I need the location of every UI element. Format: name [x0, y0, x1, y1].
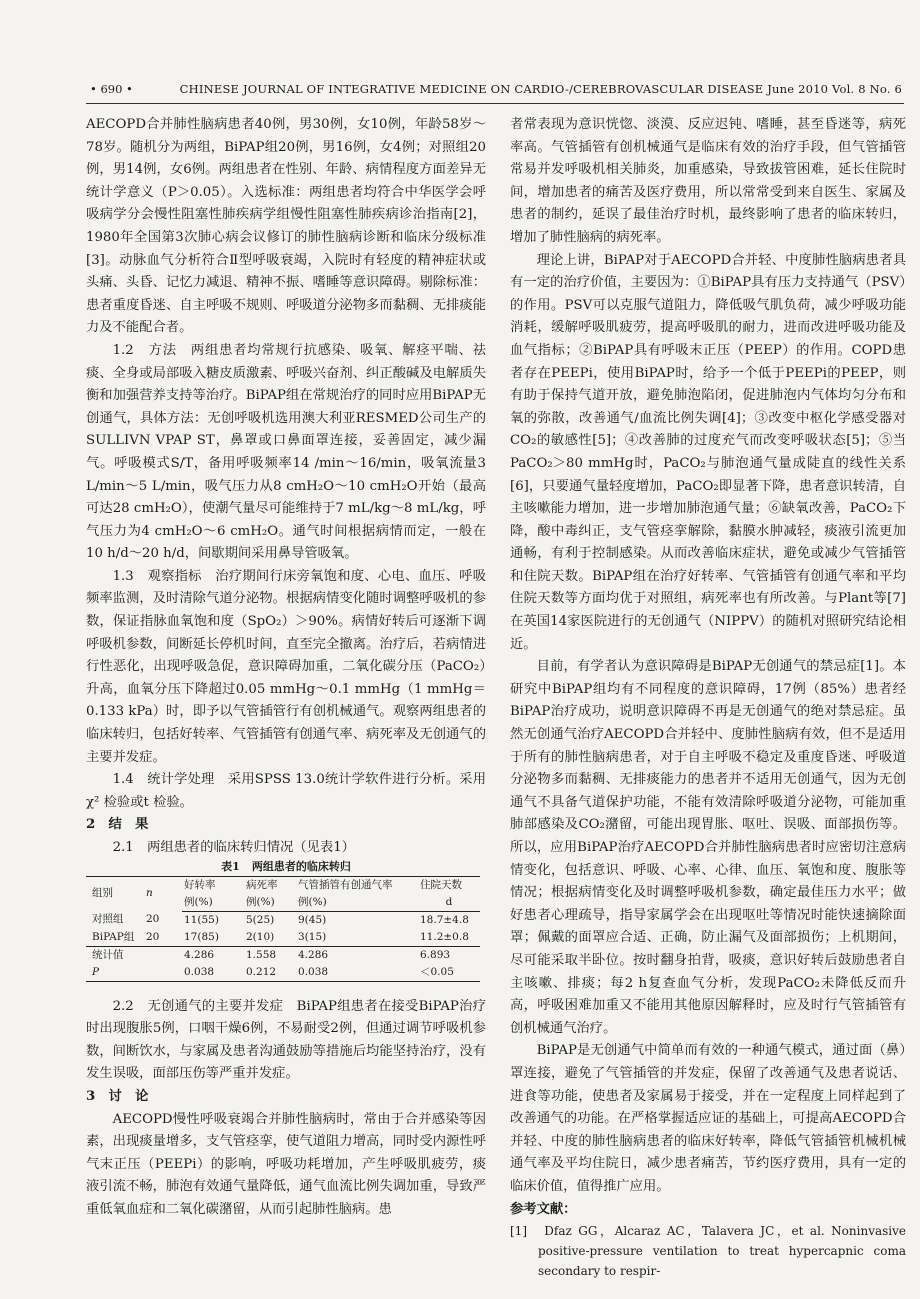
table-subheader: d: [418, 894, 480, 912]
table-cell: 17(85): [184, 930, 219, 943]
table-cell: 4.286: [182, 946, 244, 964]
table-cell: 5(25): [246, 913, 275, 926]
paragraph-statistics: 1.4 统计学处理 采用SPSS 13.0统计学软件进行分析。采用χ² 检验或t 检验。: [86, 772, 486, 810]
table-cell: 11.2±0.8: [420, 930, 469, 943]
paragraph-observation: 1.3 观察指标 治疗期间行床旁氧饱和度、心电、血压、呼吸频率监测，及时清除气道分泌物。根据病情变化随时调整呼吸机的参数，保证指脉血氧饱和度（SpO₂）＞90%。病情好转后可逐渐下调呼吸机参数，间断延长停机时间，直至完全撤离。治疗后，若病情进行性恶化，出现呼吸急促，意识障碍加重，二氧化碳分压（PaCO₂）升高，血氧分压下降超过0.05 mmHg～0.1 mmHg（1 mmHg＝0.133 kPa）时，即予以气管插管行有创机械通气。观察两组患者的临床转归，包括好转率、气管插管有创通气率、病死率及无创通气的主要并发症。: [86, 568, 486, 765]
table-cell: 20: [146, 930, 160, 943]
paragraph-methods: 1.2 方法 两组患者均常规行抗感染、吸氧、解痉平喘、祛痰、全身或局部吸入糖皮质激素、呼吸兴奋剂、纠正酸碱及电解质失衡和加强营养支持等治疗。BiPAP组在常规治疗的同时应用BiPAP无创通气，具体方法：无创呼吸机选用澳大利亚RESMED公司生产的SULLIVN VPAP ST，鼻罩或口鼻面罩连接，妥善固定，减少漏气。呼吸模式S/T，备用呼吸频率14 /min～16/min，吸氧流量3 L/min～5 L/min，吸气压力从8 cmH₂O～10 cmH₂O开始（最高可达28 cmH₂O），使潮气量尽可能维持于7 mL/kg～8 mL/kg，呼气压力为4 cmH₂O～6 cmH₂O。通气时间根据病情而定，一般在10 h/d～20 h/d，间歇期间采用鼻导管吸氧。: [86, 342, 486, 562]
paragraph-subjects: AECOPD合并肺性脑病患者40例，男30例，女10例，年龄58岁～78岁。随机分为两组，BiPAP组20例，男16例，女4例；对照组20例，男14例，女6例。两组患者在性别、年龄、病情程度方面差异无统计学意义（P＞0.05）。入选标准：两组患者均符合中华医学会呼吸病学分会慢性阻塞性肺疾病学组慢性阻塞性肺疾病诊治指南[2]，1980年全国第3次肺心病会议修订的肺性脑病诊断和临床分级标准[3]。动脉血气分析符合Ⅱ型呼吸衰竭，入院时有轻度的精神症状或头痛、头昏、记忆力减退、精神不振、嗜睡等意识障碍。剔除标准：患者重度昏迷、自主呼吸不规则、呼吸道分泌物多而黏稠、无排痰能力及不能配合者。: [86, 117, 486, 336]
table-number: 表1: [221, 859, 240, 873]
table-subheader: 例(%): [244, 894, 296, 912]
table-cell: 3(15): [298, 930, 327, 943]
table-cell: 6.893: [418, 946, 480, 964]
table-cell: ＜0.05: [418, 964, 480, 982]
table-cell: 0.038: [296, 964, 418, 982]
table-row: [86, 946, 480, 964]
table-cell: 0.038: [182, 964, 244, 982]
left-column: [86, 114, 486, 1222]
outcomes-table: [86, 876, 480, 982]
running-header: [90, 82, 902, 102]
table-cell: [144, 946, 182, 964]
reference-item: [1] Dfaz GG，Alcaraz AC，Talavera JC，et al. Noninvasive positive-pressure ventilation to treat hypercapnic coma secondary to respir-: [510, 1224, 906, 1279]
table-subheader: 例(%): [296, 894, 418, 912]
paragraph-outcomes-intro: 2.1 两组患者的临床转归情况（见表1）: [112, 840, 355, 855]
table-cell: 统计值: [86, 946, 144, 964]
journal-title: CHINESE JOURNAL OF INTEGRATIVE MEDICINE ON CARDIO-/CEREBROVASCULAR DISEASE June 2010 Vol. 8 No. 6: [179, 82, 902, 96]
table-cell: 4.286: [296, 946, 418, 964]
page-number: • 690 •: [90, 82, 133, 96]
table-title: 两组患者的临床转归: [251, 859, 351, 873]
table-cell: BiPAP组: [92, 930, 135, 943]
paragraph-discussion-cont: 者常表现为意识恍惚、淡漠、反应迟钝、嗜睡，甚至昏迷等，病死率高。气管插管有创机械通气是临床有效的治疗手段，但气管插管常易并发呼吸机相关肺炎，加重感染，导致拔管困难，延长住院时间，增加患者的痛苦及医疗费用，所以常常受到来自医生、家属及患者的制约，延误了最佳治疗时机，最终影响了患者的临床转归，增加了肺性脑病的病死率。: [510, 117, 906, 245]
table-header-n: n: [144, 876, 182, 911]
paragraph-contraindication: 目前，有学者认为意识障碍是BiPAP无创通气的禁忌症[1]。本研究中BiPAP组均有不同程度的意识障碍，17例（85%）患者经BiPAP治疗成功，说明意识障碍不再是无创通气的绝对禁忌症。虽然无创通气治疗AECOPD合并轻中、度肺性脑病有效，但不是适用于所有的肺性脑病患者，对于自主呼吸不稳定及重度昏迷、呼吸道分泌物多而黏稠、无排痰能力的患者并不适用无创通气，因为无创通气不具备气道保护功能，不能有效清除呼吸道分泌物，可能加重肺部感染及CO₂潴留，可能出现胃胀、呕吐、误吸、面部损伤等。所以，应用BiPAP治疗AECOPD合并肺性脑病患者时应密切注意病情变化，包括意识、呼吸、心率、心律、血压、氧饱和度、腹胀等情况；根据病情变化及时调整呼吸机参数，确定最佳压力水平；做好患者心理疏导，指导家属学会在出现呕吐等情况时能快速摘除面罩；佩戴的面罩应合适、正确，防止漏气及面部损伤；上机期间，尽可能采取半卧位。按时翻身拍背，吸痰，意识好转后鼓励患者自主咳嗽、排痰；每2 h复查血气分析，发现PaCO₂未降低反而升高，呼吸困难加重又不能用其他原因解释时，应及时行气管插管有创机械通气治疗。: [510, 659, 906, 1036]
table-header-intubation: 气管插管有创通气率: [296, 876, 418, 894]
table-cell: [144, 964, 182, 982]
table-cell: 11(55): [184, 913, 219, 926]
table-cell: 1.558: [244, 946, 296, 964]
references-heading: 参考文献：: [510, 1201, 577, 1217]
right-column: [510, 114, 906, 1281]
section-heading-results: 2 结 果: [86, 817, 149, 833]
table-header-improvement: 好转率: [182, 876, 244, 894]
paragraph-mechanism: 理论上讲，BiPAP对于AECOPD合并轻、中度肺性脑病患者具有一定的治疗价值，主要因为：①BiPAP具有压力支持通气（PSV）的作用。PSV可以克服气道阻力，降低吸气肌负荷，减少呼吸功能消耗，缓解呼吸肌疲劳，提高呼吸肌的耐力，进而改进呼吸功能及血气指标；②BiPAP具有呼吸末正压（PEEP）的作用。COPD患者存在PEEPi，使用BiPAP时，给予一个低于PEEPi的PEEP，则有助于保持气道开放，避免肺泡陷闭，促进肺泡内气体均匀分布和氧的弥散，改善通气/血流比例失调[4]；③改变中枢化学感受器对CO₂的敏感性[5]；④改善肺的过度充气而改变呼吸状态[5]；⑤当PaCO₂＞80 mmHg时，PaCO₂与肺泡通气量成陡直的线性关系[6]，只要通气量轻度增加，PaCO₂即显著下降，患者意识转清，自主咳嗽能力增加，进一步增加肺泡通气量；⑥缺氧改善，PaCO₂下降，酸中毒纠正，支气管痉挛解除，黏膜水肿减轻，痰液引流更加通畅，有利于控制感染。从而改善临床症状，避免或减少气管插管和住院天数。BiPAP组在治疗好转率、气管插管有创通气率和平均住院天数等方面均优于对照组，病死率也有所改善。与Plant等[7]在英国14家医院进行的无创通气（NIPPV）的随机对照研究结论相近。: [510, 252, 906, 652]
header-rule: [86, 103, 904, 104]
table-cell: 18.7±4.8: [420, 913, 469, 926]
table-cell: 9(45): [298, 913, 327, 926]
table-header-mortality: 病死率: [244, 876, 296, 894]
paragraph-complications: 2.2 无创通气的主要并发症 BiPAP组患者在接受BiPAP治疗时出现腹胀5例，口咽干燥6例，不易耐受2例，但通过调节呼吸机参数，间断饮水，与家属及患者沟通鼓励等措施后均能坚持治疗，没有发生误吸，面部压伤等严重并发症。: [86, 998, 486, 1082]
table-row: [86, 964, 480, 982]
table-header-stay: 住院天数: [418, 876, 480, 894]
table-cell: 20: [146, 913, 160, 926]
paragraph-discussion: AECOPD慢性呼吸衰竭合并肺性脑病时，常由于合并感染等因素，出现痰量增多，支气管痉挛，使气道阻力增高，同时受内源性呼气末正压（PEEPi）的影响，呼吸功耗增加，产生呼吸肌疲劳，痰液引流不畅，肺泡有效通气量降低，通气血流比例失调加重，导致严重低氧血症和二氧化碳潴留，从而引起肺性脑病。患: [86, 1111, 486, 1217]
table-cell: P: [86, 964, 144, 982]
section-heading-discussion: 3 讨 论: [86, 1088, 149, 1104]
table-row: [86, 911, 480, 929]
paragraph-conclusion: BiPAP是无创通气中简单而有效的一种通气模式，通过面（鼻）罩连接，避免了气管插管的并发症，保留了改善通气及患者说话、进食等功能，使患者及家属易于接受，并在一定程度上同样起到了改善通气的功能。在严格掌握适应证的基础上，可提高AECOPD合并轻、中度的肺性脑病患者的临床好转率，降低气管插管机械机械通气率及平均住院日，减少患者痛苦，节约医疗费用，具有一定的临床价值，值得推广应用。: [510, 1043, 906, 1194]
table-cell: 对照组: [92, 913, 124, 926]
table-cell: 2(10): [246, 930, 275, 943]
table-subheader: 例(%): [182, 894, 244, 912]
table-caption: [86, 858, 486, 876]
table-header-group: 组别: [86, 876, 144, 911]
table-cell: 0.212: [244, 964, 296, 982]
table-row: [86, 929, 480, 947]
